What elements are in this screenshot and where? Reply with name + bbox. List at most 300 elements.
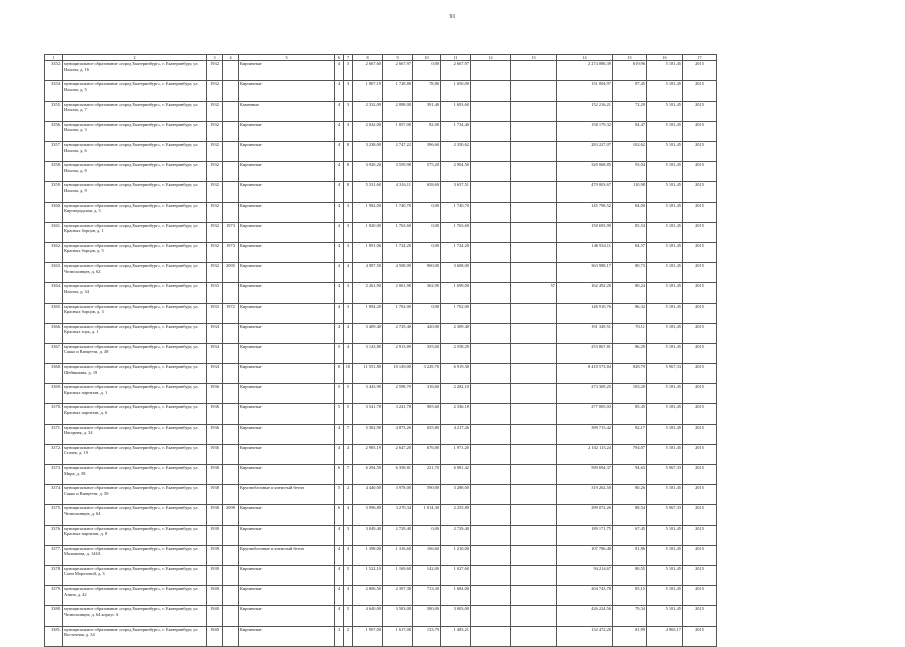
- table-cell: 2015: [683, 142, 717, 162]
- column-header: 10: [413, 55, 441, 61]
- table-cell: 2015: [683, 222, 717, 242]
- table-cell: 1932: [207, 202, 223, 222]
- table-cell: 5: [335, 485, 344, 505]
- table-cell: 1 820,00: [353, 222, 383, 242]
- table-cell: 67,45: [613, 525, 647, 545]
- table-cell: [471, 586, 511, 606]
- table-cell: 1 763,60: [441, 222, 471, 242]
- table-cell: 2 336,18: [441, 404, 471, 424]
- table-cell: 2015: [683, 525, 717, 545]
- table-cell: 3367.: [45, 343, 63, 363]
- table-cell: 3 229,70: [413, 364, 441, 384]
- table-cell: 5: [344, 606, 353, 626]
- table-row: [45, 182, 717, 202]
- table-cell: муниципальное образование «город Екатеринбург», г. Екатеринбург, ул. Сакко и Ванцетти, д. 48: [63, 343, 207, 363]
- table-row: [45, 545, 717, 565]
- table-cell: [223, 545, 239, 565]
- column-header: 14: [557, 55, 613, 61]
- table-cell: [471, 303, 511, 323]
- table-cell: 580,00: [413, 606, 441, 626]
- table-cell: муниципальное образование «город Екатеринбург», г. Екатеринбург, ул. Ильича, д. 7: [63, 101, 207, 121]
- table-cell: 3 978,00: [383, 485, 413, 505]
- table-cell: 5 181,45: [647, 586, 683, 606]
- table-cell: 1 763,60: [383, 222, 413, 242]
- table-cell: 3: [335, 626, 344, 646]
- table-cell: 3: [344, 303, 353, 323]
- table-cell: [471, 606, 511, 626]
- table-cell: [471, 182, 511, 202]
- table-cell: Кирпичные: [239, 323, 335, 343]
- table-cell: Кирпичные: [239, 222, 335, 242]
- table-cell: 1 684,00: [441, 586, 471, 606]
- table-cell: 4: [335, 323, 344, 343]
- table-row: [45, 465, 717, 485]
- table-cell: 3: [344, 222, 353, 242]
- table-cell: [223, 343, 239, 363]
- table-cell: 1932: [207, 242, 223, 262]
- table-cell: муниципальное образование «город Екатеринбург», г. Екатеринбург, ул. Ильича, д. 6: [63, 142, 207, 162]
- table-cell: 1940: [207, 586, 223, 606]
- table-cell: [471, 242, 511, 262]
- table-cell: 133,79: [413, 626, 441, 646]
- table-cell: 5 181,45: [647, 606, 683, 626]
- table-cell: 355,60: [413, 343, 441, 363]
- table-row: [45, 606, 717, 626]
- table-cell: 106,60: [413, 545, 441, 565]
- table-cell: [223, 485, 239, 505]
- table-cell: 1932: [207, 101, 223, 121]
- table-cell: 2015: [683, 162, 717, 182]
- table-cell: 3: [344, 586, 353, 606]
- table-cell: Кирпичные: [239, 565, 335, 585]
- table-cell: [223, 202, 239, 222]
- table-cell: 87,45: [613, 81, 647, 101]
- table-cell: 2015: [683, 303, 717, 323]
- table-cell: 391,40: [413, 101, 441, 121]
- table-cell: 84,47: [613, 121, 647, 141]
- table-cell: [471, 222, 511, 242]
- table-cell: 5 181,45: [647, 222, 683, 242]
- table-cell: 3374.: [45, 485, 63, 505]
- table-row: [45, 202, 717, 222]
- table-cell: 3 238,00: [353, 142, 383, 162]
- table-cell: 3 920,20: [353, 162, 383, 182]
- table-cell: 2 667,97: [383, 61, 413, 81]
- table-row: [45, 222, 717, 242]
- table-row: [45, 364, 717, 384]
- table-cell: муниципальное образование «город Екатеринбург», г. Екатеринбург, ул. Азина, д. 42: [63, 586, 207, 606]
- table-cell: 94,63: [613, 465, 647, 485]
- table-cell: 1973: [223, 242, 239, 262]
- table-cell: 2015: [683, 545, 717, 565]
- table-cell: [511, 81, 557, 101]
- table-cell: [511, 364, 557, 384]
- table-cell: 1932: [207, 162, 223, 182]
- table-cell: [471, 202, 511, 222]
- table-cell: 3377.: [45, 545, 63, 565]
- table-cell: 1 693,60: [441, 101, 471, 121]
- table-cell: 3: [344, 81, 353, 101]
- table-cell: 2015: [683, 283, 717, 303]
- table-cell: 3 288,00: [441, 485, 471, 505]
- table-cell: 900,00: [413, 263, 441, 283]
- table-cell: [223, 121, 239, 141]
- table-cell: 80,24: [613, 283, 647, 303]
- table-cell: 3378.: [45, 565, 63, 585]
- table-cell: 145 798,52: [557, 202, 613, 222]
- table-cell: 2015: [683, 101, 717, 121]
- table-cell: 2 667,60: [353, 61, 383, 81]
- table-cell: 4: [335, 586, 344, 606]
- table-cell: 3363.: [45, 263, 63, 283]
- table-cell: [511, 343, 557, 363]
- table-cell: Кирпичные: [239, 384, 335, 404]
- table-cell: 590,00: [413, 485, 441, 505]
- table-cell: 2 061,90: [383, 283, 413, 303]
- table-cell: [471, 81, 511, 101]
- table-cell: 1938: [207, 485, 223, 505]
- table-cell: 93,04: [613, 162, 647, 182]
- table-cell: 2015: [683, 485, 717, 505]
- table-cell: 5: [335, 384, 344, 404]
- table-cell: 3: [344, 202, 353, 222]
- table-cell: 2005: [223, 263, 239, 283]
- table-cell: 0,00: [413, 525, 441, 545]
- table-cell: [511, 565, 557, 585]
- table-cell: [471, 142, 511, 162]
- table-cell: 1 699,00: [441, 283, 471, 303]
- table-cell: 3: [344, 121, 353, 141]
- table-cell: 3376.: [45, 525, 63, 545]
- table-cell: 5 967,33: [647, 364, 683, 384]
- table-cell: 5 181,45: [647, 283, 683, 303]
- table-cell: 1934: [207, 364, 223, 384]
- table-row: [45, 384, 717, 404]
- table-cell: 0,00: [413, 202, 441, 222]
- column-header: 2: [63, 55, 207, 61]
- table-cell: 80,73: [613, 263, 647, 283]
- table-cell: 8: [344, 142, 353, 162]
- table-cell: муниципальное образование «город Екатеринбург», г. Екатеринбург, ул. Мира, д. 38: [63, 465, 207, 485]
- table-cell: 1933: [207, 303, 223, 323]
- table-cell: [511, 586, 557, 606]
- table-cell: 3370.: [45, 404, 63, 424]
- table-cell: 4: [335, 283, 344, 303]
- table-cell: 5 181,45: [647, 202, 683, 222]
- table-cell: муниципальное образование «город Екатеринбург», г. Екатеринбург, ул. Красных партизан, д. 8: [63, 525, 207, 545]
- table-cell: 2015: [683, 202, 717, 222]
- column-header: 5: [239, 55, 335, 61]
- table-cell: Кирпичные: [239, 283, 335, 303]
- table-cell: Каменные: [239, 101, 335, 121]
- table-cell: 3381.: [45, 626, 63, 646]
- table-cell: 2 647,20: [383, 444, 413, 464]
- table-cell: 0,00: [413, 303, 441, 323]
- table-cell: 5 181,45: [647, 142, 683, 162]
- table-cell: 3356.: [45, 121, 63, 141]
- column-header: 11: [441, 55, 471, 61]
- table-cell: 1940: [207, 606, 223, 626]
- table-cell: 110,98: [613, 182, 647, 202]
- table-cell: 1938: [207, 505, 223, 525]
- table-cell: 3371.: [45, 424, 63, 444]
- table-cell: [471, 444, 511, 464]
- table-cell: [223, 162, 239, 182]
- table-cell: 5: [344, 384, 353, 404]
- table-cell: 1 702,00: [441, 303, 471, 323]
- table-cell: 320 068,85: [557, 162, 613, 182]
- table-cell: 1 971,20: [441, 444, 471, 464]
- table-cell: муниципальное образование «город Екатеринбург», г. Екатеринбург, ул. Красных борцов, д. 3: [63, 303, 207, 323]
- table-cell: 5 181,45: [647, 384, 683, 404]
- table-cell: 82,17: [613, 424, 647, 444]
- table-row: [45, 424, 717, 444]
- table-cell: [511, 424, 557, 444]
- table-cell: [511, 404, 557, 424]
- table-cell: 4: [335, 162, 344, 182]
- table-cell: 1936: [207, 444, 223, 464]
- table-cell: 2015: [683, 505, 717, 525]
- table-cell: 575,20: [413, 162, 441, 182]
- table-cell: 84,00: [613, 202, 647, 222]
- table-cell: муниципальное образование «город Екатеринбург», г. Екатеринбург, ул. Красных партизан, д. 1: [63, 384, 207, 404]
- table-cell: [223, 525, 239, 545]
- table-cell: 4 316,11: [383, 182, 413, 202]
- table-cell: 4: [335, 444, 344, 464]
- table-cell: [511, 222, 557, 242]
- table-cell: 2015: [683, 384, 717, 404]
- table-cell: 5 181,45: [647, 303, 683, 323]
- table-cell: 1936: [207, 404, 223, 424]
- table-cell: 1 728,80: [383, 81, 413, 101]
- table-cell: 2 088,00: [383, 101, 413, 121]
- table-cell: муниципальное образование «город Екатеринбург», г. Екатеринбург, ул. Шейнкмана, д. 19: [63, 364, 207, 384]
- table-cell: 1932: [207, 222, 223, 242]
- table-cell: 4: [335, 142, 344, 162]
- column-header: 7: [344, 55, 353, 61]
- table-cell: 3 541,78: [353, 404, 383, 424]
- table-cell: Кирпичные: [239, 465, 335, 485]
- table-cell: [511, 384, 557, 404]
- table-cell: [223, 404, 239, 424]
- table-cell: 4: [335, 61, 344, 81]
- table-cell: 676,00: [413, 444, 441, 464]
- table-cell: 1 740,70: [383, 202, 413, 222]
- table-cell: 2015: [683, 586, 717, 606]
- table-cell: [223, 283, 239, 303]
- table-cell: Кирпичные: [239, 444, 335, 464]
- table-row: [45, 121, 717, 141]
- table-cell: 1934: [207, 323, 223, 343]
- table-cell: 362,90: [413, 283, 441, 303]
- table-cell: муниципальное образование «город Екатеринбург», г. Екатеринбург, ул. Красных борцов, д. 1: [63, 222, 207, 242]
- page-number: 91: [449, 14, 456, 20]
- table-cell: 1972: [223, 303, 239, 323]
- table-cell: 299 072,26: [557, 505, 613, 525]
- table-row: [45, 242, 717, 262]
- column-header: 3: [207, 55, 223, 61]
- table-cell: 2 729,40: [441, 525, 471, 545]
- table-cell: 1939: [207, 545, 223, 565]
- table-cell: 85,45: [613, 404, 647, 424]
- table-cell: Кирпичные: [239, 142, 335, 162]
- table-cell: 4 873,26: [383, 424, 413, 444]
- table-cell: 4: [335, 565, 344, 585]
- table-cell: [511, 202, 557, 222]
- table-cell: муниципальное образование «город Екатеринбург», г. Екатеринбург, ул. Ильича, д. 34: [63, 283, 207, 303]
- table-cell: 2: [344, 485, 353, 505]
- table-cell: 1932: [207, 61, 223, 81]
- table-cell: Крупноблочные и ячеистый бетон: [239, 485, 335, 505]
- table-cell: 11 551,80: [353, 364, 383, 384]
- table-cell: [223, 142, 239, 162]
- table-cell: 794,07: [613, 444, 647, 464]
- table-cell: [471, 626, 511, 646]
- table-row: [45, 444, 717, 464]
- table-cell: 4 640,00: [353, 606, 383, 626]
- table-cell: [471, 505, 511, 525]
- table-cell: [223, 626, 239, 646]
- table-cell: 3 657,51: [441, 182, 471, 202]
- table-cell: муниципальное образование «город Екатеринбург», г. Екатеринбург, ул. Ильича, д. 16: [63, 61, 207, 81]
- table-cell: 1932: [207, 81, 223, 101]
- table-cell: муниципальное образование «город Екатеринбург», г. Екатеринбург, ул. Ильича, д. 9: [63, 182, 207, 202]
- table-cell: 2015: [683, 404, 717, 424]
- table-cell: [511, 182, 557, 202]
- table-cell: 2015: [683, 343, 717, 363]
- table-cell: Кирпичные: [239, 242, 335, 262]
- table-cell: 5 181,45: [647, 242, 683, 262]
- table-cell: 5: [335, 404, 344, 424]
- table-cell: [471, 565, 511, 585]
- table-cell: 2015: [683, 606, 717, 626]
- table-row: [45, 505, 717, 525]
- table-cell: 10: [344, 364, 353, 384]
- table-cell: 142,00: [413, 565, 441, 585]
- table-row: [45, 263, 717, 283]
- table-cell: [471, 465, 511, 485]
- table-cell: Кирпичные: [239, 202, 335, 222]
- table-cell: [511, 263, 557, 283]
- table-cell: 94 214,67: [557, 565, 613, 585]
- column-header: 12: [471, 55, 511, 61]
- table-cell: муниципальное образование «город Екатеринбург», г. Екатеринбург, ул. Ильича, д. 3: [63, 121, 207, 141]
- table-cell: 3375.: [45, 505, 63, 525]
- table-cell: 3: [344, 101, 353, 121]
- table-cell: 1939: [207, 565, 223, 585]
- table-cell: 4: [335, 263, 344, 283]
- table-cell: 3372.: [45, 444, 63, 464]
- table-cell: 8: [335, 364, 344, 384]
- table-cell: 1 316,60: [383, 545, 413, 565]
- table-cell: муниципальное образование «город Екатеринбург», г. Екатеринбург, ул. Восточная, д. 34: [63, 626, 207, 646]
- table-cell: Кирпичные: [239, 606, 335, 626]
- table-cell: 152 216,21: [557, 101, 613, 121]
- table-cell: 1 734,40: [441, 121, 471, 141]
- table-cell: 6 294,50: [353, 465, 383, 485]
- table-cell: 4: [344, 505, 353, 525]
- table-cell: 828,79: [613, 364, 647, 384]
- table-cell: 80,55: [613, 565, 647, 585]
- table-cell: 6 358,81: [383, 465, 413, 485]
- table-cell: 2 397,30: [383, 586, 413, 606]
- table-cell: 85,54: [613, 222, 647, 242]
- table-cell: 1933: [207, 283, 223, 303]
- table-cell: 4: [335, 121, 344, 141]
- table-row: [45, 626, 717, 646]
- table-cell: 273 369,25: [557, 384, 613, 404]
- table-cell: [471, 283, 511, 303]
- table-cell: 2 729,40: [383, 323, 413, 343]
- table-cell: Кирпичные: [239, 162, 335, 182]
- table-cell: [511, 242, 557, 262]
- table-cell: [223, 606, 239, 626]
- table-cell: 79,34: [613, 606, 647, 626]
- table-cell: 1 702,00: [383, 303, 413, 323]
- table-cell: 204 743,78: [557, 586, 613, 606]
- table-cell: 277 005,03: [557, 404, 613, 424]
- table-cell: [223, 384, 239, 404]
- table-cell: [471, 545, 511, 565]
- table-cell: [511, 162, 557, 182]
- table-cell: 3379.: [45, 586, 63, 606]
- table-cell: 4 508,00: [383, 263, 413, 283]
- table-cell: 1 398,00: [353, 545, 383, 565]
- table-cell: 283 227,07: [557, 142, 613, 162]
- table-cell: Кирпичные: [239, 121, 335, 141]
- table-cell: 6: [335, 505, 344, 525]
- column-header: 6: [335, 55, 344, 61]
- table-cell: 1940: [207, 626, 223, 646]
- table-cell: 2015: [683, 565, 717, 585]
- table-cell: 1 522,10: [353, 565, 383, 585]
- table-cell: 713,30: [413, 586, 441, 606]
- table-cell: 426 224,56: [557, 606, 613, 626]
- table-cell: 2 913,89: [383, 343, 413, 363]
- table-cell: 4 987,50: [353, 263, 383, 283]
- table-cell: 5: [344, 404, 353, 424]
- table-cell: 2015: [683, 323, 717, 343]
- table-cell: 5 181,45: [647, 525, 683, 545]
- table-cell: муниципальное образование «город Екатеринбург», г. Екатеринбург, ул. Ильича, д. 8: [63, 162, 207, 182]
- column-header: 8: [353, 55, 383, 61]
- table-cell: [471, 121, 511, 141]
- table-cell: 146 934,11: [557, 242, 613, 262]
- table-cell: Кирпичные: [239, 586, 335, 606]
- table-cell: [471, 384, 511, 404]
- table-cell: 5 181,45: [647, 404, 683, 424]
- table-cell: 2015: [683, 121, 717, 141]
- table-cell: [511, 323, 557, 343]
- table-cell: 2 667,97: [441, 61, 471, 81]
- table-cell: 10 149,00: [383, 364, 413, 384]
- table-cell: [223, 101, 239, 121]
- table-cell: 2 102 115,24: [557, 444, 613, 464]
- table-cell: 2: [344, 626, 353, 646]
- table-cell: 6 919,30: [441, 364, 471, 384]
- table-cell: [471, 404, 511, 424]
- table-cell: 3 608,00: [441, 263, 471, 283]
- table-cell: муниципальное образование «город Екатеринбург», г. Екатеринбург, ул. Красных зорь, д. 1: [63, 323, 207, 343]
- table-cell: 150 695,90: [557, 222, 613, 242]
- table-cell: 5 181,45: [647, 121, 683, 141]
- table-cell: 1 210,00: [441, 545, 471, 565]
- table-cell: 2 282,10: [441, 384, 471, 404]
- table-row: [45, 61, 717, 81]
- column-header: 1: [45, 55, 63, 61]
- table-cell: 85,15: [613, 586, 647, 606]
- table-cell: 5: [344, 565, 353, 585]
